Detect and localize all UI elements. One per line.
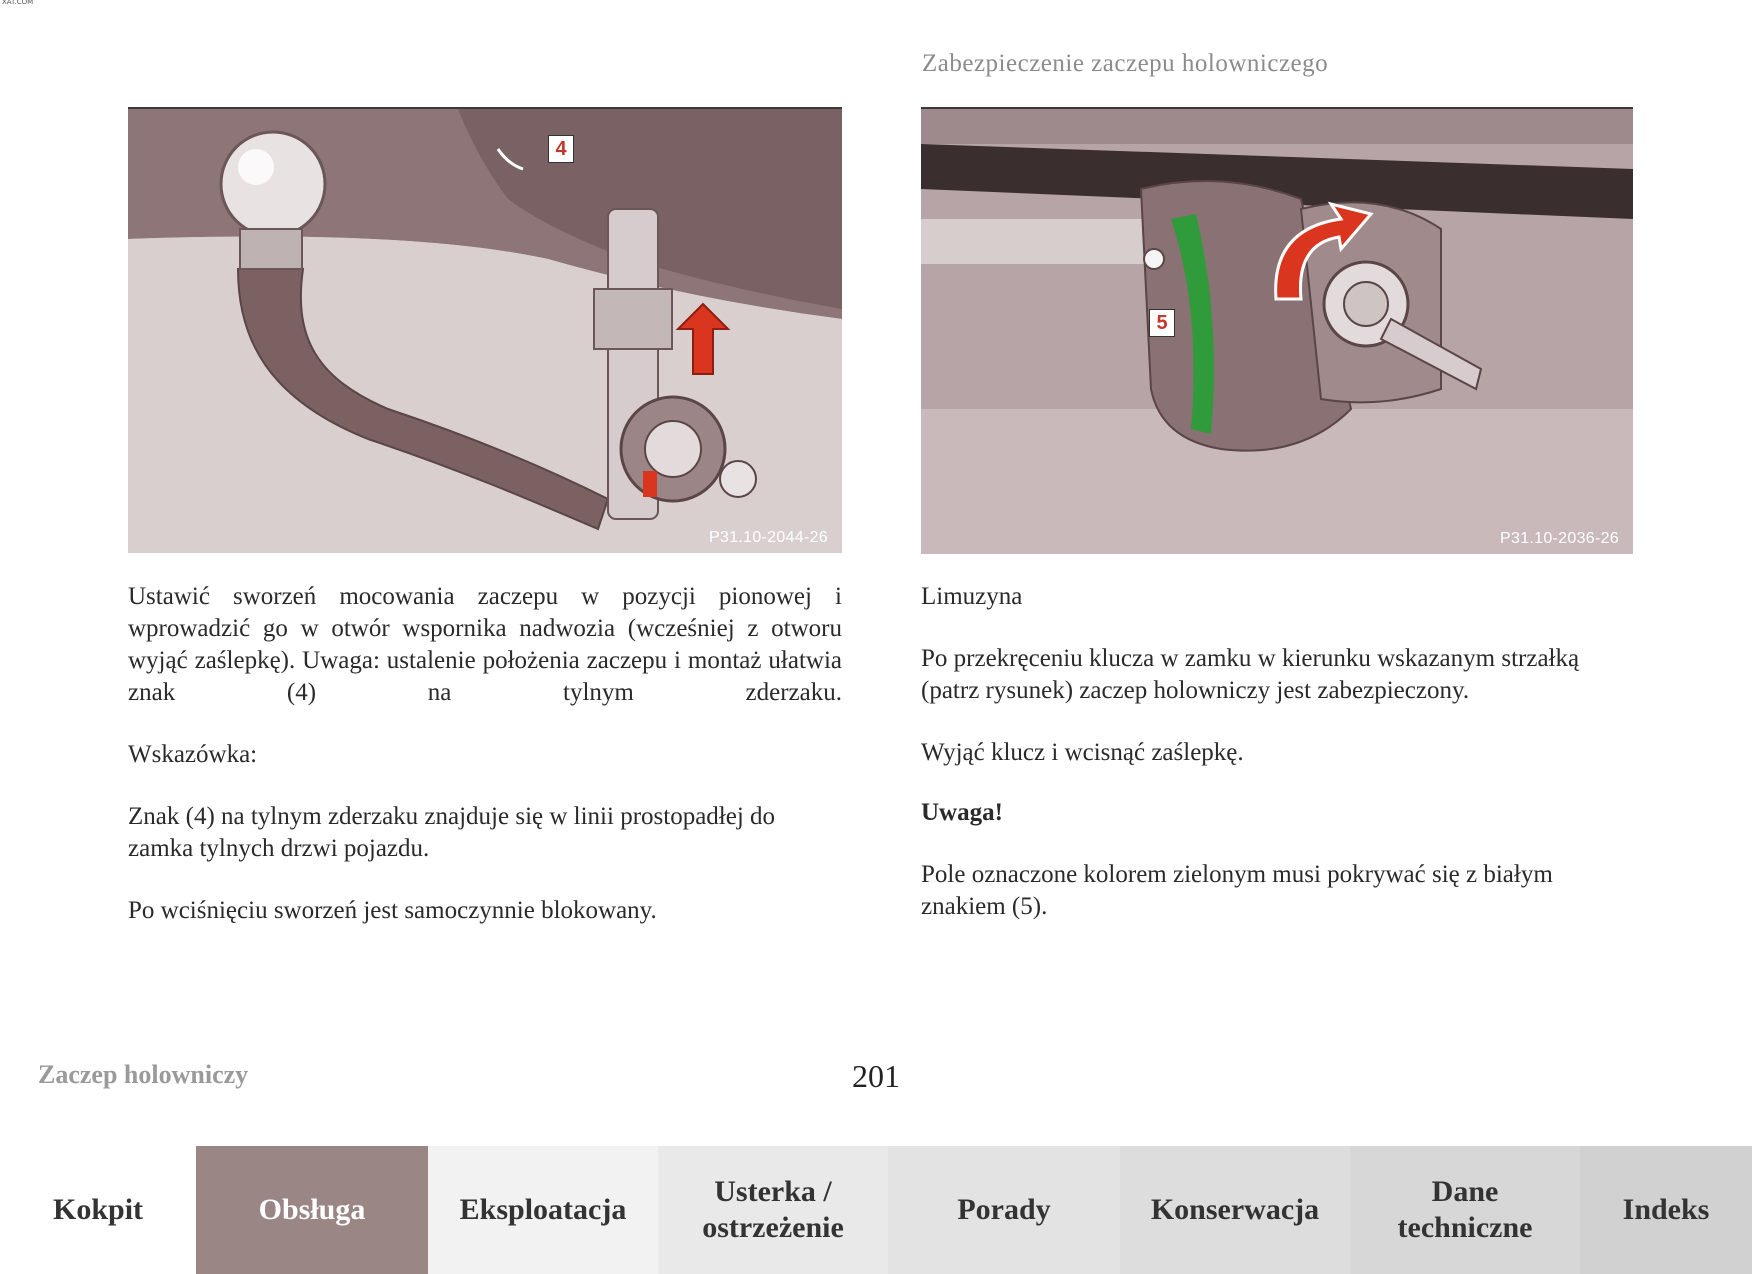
figure-tow-ball-insertion bbox=[128, 107, 842, 553]
tab-porady[interactable]: Porady bbox=[888, 1146, 1120, 1274]
footer-section-title: Zaczep holowniczy bbox=[38, 1060, 249, 1089]
lock-illustration bbox=[921, 109, 1633, 554]
instructions-right-column bbox=[921, 581, 1633, 923]
tab-obsluga[interactable]: Obsługa bbox=[196, 1146, 428, 1274]
tab-usterka[interactable]: Usterka / ostrzeżenie bbox=[658, 1146, 888, 1274]
paragraph-marker: Znak (4) na tylnym zderzaku znajduje się w linii prostopadłej do zamka tylnych drzwi pojazdu. bbox=[128, 803, 776, 862]
tab-kokpit[interactable]: Kokpit bbox=[0, 1146, 196, 1274]
instructions-left-column bbox=[128, 581, 842, 927]
tab-indeks[interactable]: Indeks bbox=[1580, 1146, 1752, 1274]
callout-5: 5 bbox=[1149, 309, 1175, 337]
paragraph-remove-key: Wyjąć klucz i wcisnąć zaślepkę. bbox=[921, 739, 1244, 766]
callout-4: 4 bbox=[548, 135, 574, 163]
hint-label: Wskazówka: bbox=[128, 741, 258, 768]
page-number: 201 bbox=[852, 1058, 900, 1094]
tab-konserwacja[interactable]: Konserwacja bbox=[1120, 1146, 1350, 1274]
section-header: Zabezpieczenie zaczepu holowniczego bbox=[922, 50, 1329, 77]
paragraph-key-turn: Po przekręceniu klucza w zamku w kierunku wskazanym strzałką (patrz rysunek) zaczep holowniczy jest zabezpieczony. bbox=[921, 645, 1580, 704]
scan-watermark: XAT.COM bbox=[2, 0, 34, 6]
paragraph-locking: Po wciśnięciu sworzeń jest samoczynnie blokowany. bbox=[128, 897, 657, 924]
warning-label: Uwaga! bbox=[921, 799, 1003, 826]
tab-dane-techniczne[interactable]: Dane techniczne bbox=[1350, 1146, 1580, 1274]
figure-lock-rotation bbox=[921, 107, 1633, 554]
figure-code: P31.10-2044-26 bbox=[709, 529, 828, 546]
figure-code: P31.10-2036-26 bbox=[1500, 530, 1619, 547]
chapter-nav bbox=[0, 1146, 1752, 1274]
paragraph-green-field: Pole oznaczone kolorem zielonym musi pokrywać się z białym znakiem (5). bbox=[921, 861, 1553, 920]
tab-eksploatacja[interactable]: Eksploatacja bbox=[428, 1146, 658, 1274]
tow-ball-illustration bbox=[128, 109, 842, 553]
subheading-sedan: Limuzyna bbox=[921, 583, 1023, 610]
paragraph-mounting: Ustawić sworzeń mocowania zaczepu w pozycji pionowej i wprowadzić go w otwór wspornika nadwozia (wcześniej z otworu wyjąć zaślepkę). Uwaga: ustalenie położenia zaczepu i montaż ułatwia znak (4) na tylnym zderzaku. bbox=[128, 583, 842, 706]
